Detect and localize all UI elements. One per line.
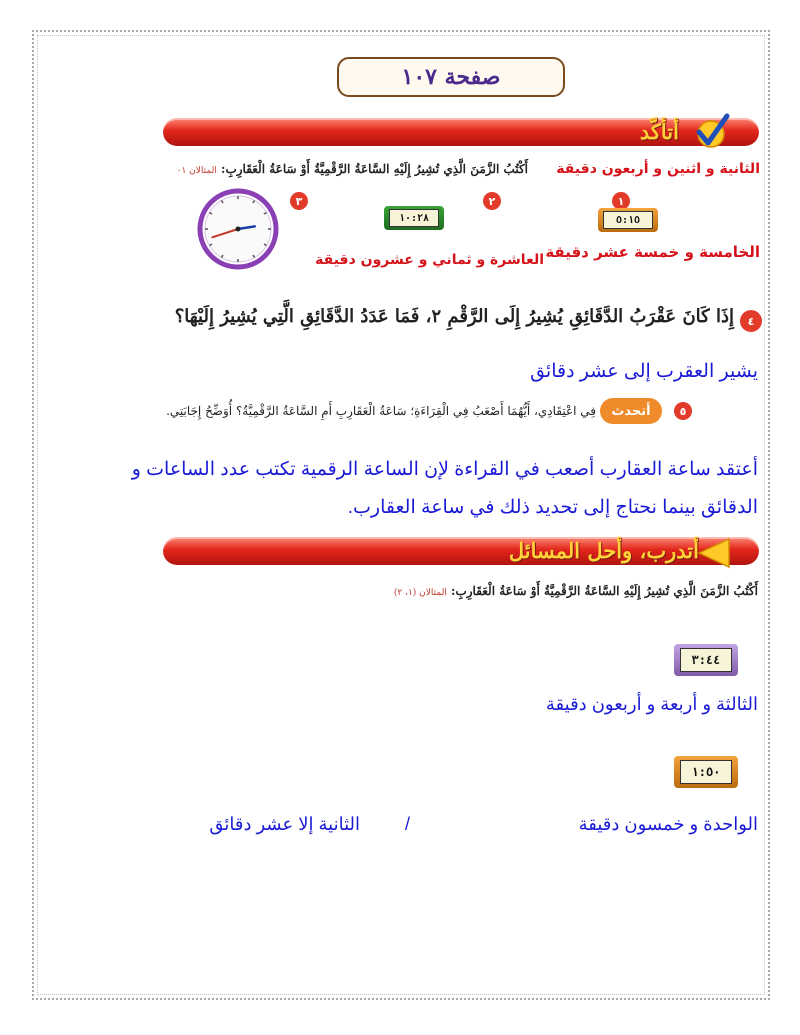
practice-answer-separator: / <box>404 814 410 834</box>
instruction-text: أَكْتُبُ الزَّمَنَ الَّذِي تُشِيرُ إِلَيْهِ السَّاعَةُ الرَّقْمِيَّةُ أَوْ سَاعَةُ الْعَقَارِبِ: <box>221 162 528 176</box>
question-5-answer-line-1: أعتقد ساعة العقارب أصعب في القراءة لإن الساعة الرقمية تكتب عدد الساعات و <box>131 459 758 480</box>
banner-label: أتدرب، وأحل المسائل <box>508 538 699 563</box>
section-banner-confirm <box>163 118 759 146</box>
clock-display: ٥:١٥ <box>603 211 653 229</box>
instruction-ref: المثالان (١، ٢) <box>393 588 447 598</box>
question-4-text: إِذَا كَانَ عَقْرَبُ الدَّقَائِقِ يُشِيرُ إِلَى الرَّقْمِ ٢، فَمَا عَدَدُ الدَّقَائِقِ الَّتِي يُشِيرُ إِلَيْهَا؟ <box>174 306 734 327</box>
clock-display: ٣:٤٤ <box>680 648 732 672</box>
digital-clock-1 <box>598 208 658 232</box>
clock-display: ١٠:٢٨ <box>389 209 439 227</box>
question-number-4: ٤ <box>740 310 762 332</box>
section1-instruction <box>177 162 528 176</box>
exercise-number-1: ١ <box>612 192 630 210</box>
banner-label: أتأكّد <box>639 119 679 144</box>
practice-answer-2-alt: الثانية إلا عشر دقائق <box>209 814 360 834</box>
section-banner-practice <box>163 537 759 565</box>
question-4-answer: يشير العقرب إلى عشر دقائق <box>530 361 758 382</box>
question-number-5: ٥ <box>674 402 692 420</box>
practice-answer-2: الواحدة و خمسون دقيقة <box>578 814 758 834</box>
checkmark-icon <box>691 112 731 152</box>
exercise-number-2: ٢ <box>483 192 501 210</box>
digital-clock-practice-1 <box>674 644 738 676</box>
instruction-ref: المثالان ٠١ <box>176 166 217 176</box>
analog-clock <box>197 188 279 270</box>
digital-clock-2 <box>384 206 444 230</box>
answer-item-1: الخامسة و خمسة عشر دقيقة <box>545 243 760 261</box>
arrow-icon <box>695 533 735 573</box>
practice-answer-1: الثالثة و أربعة و أربعون دقيقة <box>545 694 758 714</box>
page-title: صفحة ١٠٧ <box>401 64 501 90</box>
exercise-number-3: ٣ <box>290 192 308 210</box>
page-title-box <box>337 57 565 97</box>
section2-instruction <box>394 584 758 598</box>
instruction-text: أَكْتُبُ الزَّمَنَ الَّذِي تُشِيرُ إِلَيْهِ السَّاعَةُ الرَّقْمِيَّةُ أَوْ سَاعَةُ الْعَقَارِبِ: <box>451 584 758 598</box>
question-5-text: فِي اعْتِقَادِي، أَيُّهُمَا أَصْعَبُ فِي الْقِرَاءَةِ؛ سَاعَةُ الْعَقَارِبِ أَمِ السَّاعَةُ الرَّقْمِيَّةُ؟ أُوَضِّحُ إِجَابَتِي. <box>166 404 596 418</box>
answer-item-3: الثانية و اثنين و أربعون دقيقة <box>556 161 760 177</box>
answer-item-2: العاشرة و ثماني و عشرون دقيقة <box>315 252 544 268</box>
clock-display: ١:٥٠ <box>680 760 732 784</box>
talk-badge: أتحدث <box>600 398 662 424</box>
question-5-answer-line-2: الدقائق بينما نحتاج إلى تحديد ذلك في ساعة العقارب. <box>347 497 758 518</box>
digital-clock-practice-2 <box>674 756 738 788</box>
